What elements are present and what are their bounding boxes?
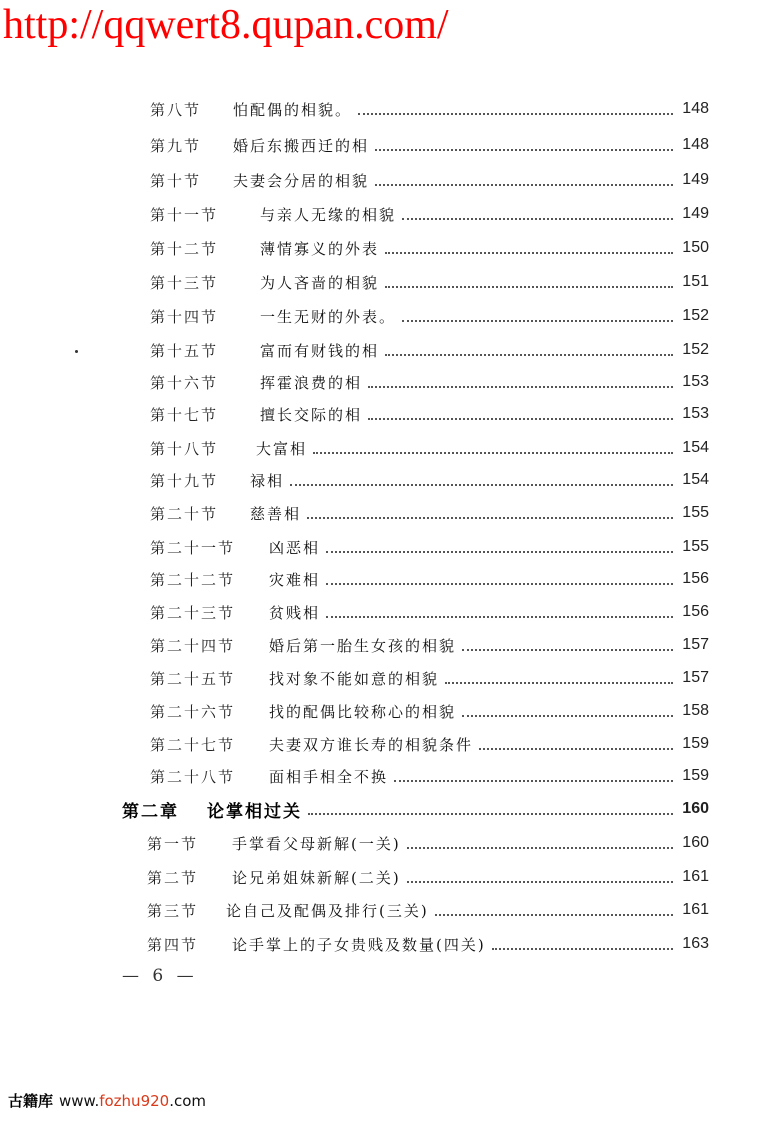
dot-leader	[462, 647, 673, 651]
dot-leader	[402, 318, 673, 322]
toc-title: 凶恶相	[269, 538, 321, 557]
toc-title: 夫妻会分居的相貌	[233, 171, 370, 190]
toc-chapter-title: 论掌相过关	[207, 801, 302, 822]
dot-leader	[492, 946, 673, 950]
dot-leader	[462, 713, 673, 717]
toc-section-number: 第二节	[147, 868, 199, 887]
toc-title: 婚后东搬西迁的相	[233, 136, 370, 155]
dot-leader	[385, 284, 673, 288]
toc-title: 富而有财钱的相	[260, 341, 380, 360]
toc-row[interactable]	[150, 400, 709, 428]
toc-page-number: 156	[682, 603, 709, 620]
dot-leader	[479, 746, 673, 750]
toc-row[interactable]	[150, 131, 709, 159]
toc-row[interactable]	[150, 368, 709, 396]
dot-leader	[435, 912, 673, 916]
toc-section-number: 第十节	[150, 171, 202, 190]
toc-row[interactable]	[150, 166, 709, 194]
toc-chapter-row[interactable]	[122, 795, 709, 823]
toc-page-number: 149	[682, 205, 709, 222]
toc-page-number: 158	[682, 702, 709, 719]
toc-title: 论自己及配偶及排行(三关)	[226, 901, 429, 920]
dot-leader	[313, 450, 673, 454]
dot-leader	[445, 680, 673, 684]
toc-page-number: 160	[682, 800, 709, 817]
toc-section-number: 第十六节	[150, 373, 219, 392]
toc-section-number: 第十四节	[150, 307, 219, 326]
toc-row[interactable]	[150, 762, 709, 790]
dot-leader	[308, 811, 673, 815]
toc-page-number: 152	[682, 307, 709, 324]
toc-row[interactable]	[147, 896, 709, 924]
toc-page-number: 157	[682, 636, 709, 653]
toc-title: 为人吝啬的相貌	[260, 273, 380, 292]
toc-section-number: 第二十节	[150, 504, 219, 523]
toc-page-number: 148	[682, 100, 709, 117]
toc-section-number: 第九节	[150, 136, 202, 155]
toc-title: 与亲人无缘的相貌	[260, 205, 397, 224]
toc-chapter-number: 第二章	[122, 801, 179, 822]
toc-row[interactable]	[150, 697, 709, 725]
toc-section-number: 第十一节	[150, 205, 219, 224]
dot-leader	[368, 416, 673, 420]
toc-page-number: 157	[682, 669, 709, 686]
toc-page-number: 163	[682, 935, 709, 952]
toc-section-number: 第三节	[147, 901, 199, 920]
footer-url-suffix: .com	[169, 1092, 207, 1110]
toc-title: 大富相	[256, 439, 308, 458]
toc-row[interactable]	[150, 664, 709, 692]
toc-page-number: 148	[682, 136, 709, 153]
dot-leader	[402, 216, 673, 220]
site-footer[interactable]	[8, 1090, 206, 1111]
toc-row[interactable]	[150, 631, 709, 659]
dot-leader	[394, 778, 673, 782]
toc-row[interactable]	[150, 234, 709, 262]
dot-leader	[407, 845, 673, 849]
toc-section-number: 第二十二节	[150, 570, 236, 589]
dot-leader	[358, 111, 673, 115]
dot-leader	[385, 352, 673, 356]
toc-row[interactable]	[150, 466, 709, 494]
toc-title: 找的配偶比较称心的相貌	[269, 702, 457, 721]
toc-section-number: 第十九节	[150, 471, 219, 490]
watermark-url[interactable]: http://qqwert8.qupan.com/	[3, 2, 449, 48]
toc-title: 婚后第一胎生女孩的相貌	[269, 636, 457, 655]
toc-row[interactable]	[150, 268, 709, 296]
toc-title: 擅长交际的相	[260, 405, 363, 424]
toc-row[interactable]	[150, 302, 709, 330]
toc-page-number: 161	[682, 868, 709, 885]
toc-title: 薄情寡义的外表	[260, 239, 380, 258]
toc-row[interactable]	[150, 336, 709, 364]
toc-page-number: 159	[682, 735, 709, 752]
toc-section-number: 第一节	[147, 834, 199, 853]
toc-title: 论手掌上的子女贵贱及数量(四关)	[232, 935, 486, 954]
toc-row[interactable]	[150, 533, 709, 561]
toc-section-number: 第十七节	[150, 405, 219, 424]
toc-title: 贫贱相	[269, 603, 321, 622]
toc-title: 夫妻双方谁长寿的相貌条件	[269, 735, 474, 754]
dot-leader	[375, 147, 673, 151]
toc-section-number: 第二十五节	[150, 669, 236, 688]
toc-row[interactable]	[150, 730, 709, 758]
toc-row[interactable]	[147, 930, 709, 958]
toc-section-number: 第二十七节	[150, 735, 236, 754]
toc-row[interactable]	[150, 598, 709, 626]
toc-row[interactable]	[150, 434, 709, 462]
toc-row[interactable]	[147, 863, 709, 891]
toc-row[interactable]	[147, 829, 709, 857]
toc-page-number: 156	[682, 570, 709, 587]
scan-speck	[75, 350, 78, 353]
toc-row[interactable]	[150, 95, 709, 123]
toc-section-number: 第二十三节	[150, 603, 236, 622]
toc-title: 一生无财的外表。	[260, 307, 397, 326]
toc-title: 面相手相全不换	[269, 767, 389, 786]
toc-page-number: 154	[682, 439, 709, 456]
toc-section-number: 第二十一节	[150, 538, 236, 557]
toc-title: 手掌看父母新解(一关)	[232, 834, 401, 853]
toc-title: 慈善相	[250, 504, 302, 523]
dot-leader	[407, 879, 673, 883]
dot-leader	[326, 581, 673, 585]
footer-url-prefix: www.	[59, 1092, 100, 1110]
toc-page-number: 160	[682, 834, 709, 851]
toc-section-number: 第十三节	[150, 273, 219, 292]
dot-leader	[368, 384, 673, 388]
dot-leader	[385, 250, 673, 254]
toc-section-number: 第二十六节	[150, 702, 236, 721]
toc-section-number: 第二十四节	[150, 636, 236, 655]
footer-url-domain: fozhu920	[99, 1092, 170, 1110]
dot-leader	[290, 482, 673, 486]
toc-title: 挥霍浪费的相	[260, 373, 363, 392]
toc-row[interactable]	[150, 565, 709, 593]
dot-leader	[326, 614, 673, 618]
toc-page-number: 152	[682, 341, 709, 358]
toc-section-number: 第十二节	[150, 239, 219, 258]
dot-leader	[326, 549, 673, 553]
dot-leader	[375, 182, 673, 186]
toc-section-number: 第八节	[150, 100, 202, 119]
toc-title: 怕配偶的相貌。	[233, 100, 353, 119]
page-number: — 6 —	[122, 966, 198, 986]
toc-row[interactable]	[150, 200, 709, 228]
toc-page-number: 155	[682, 504, 709, 521]
toc-page-number: 151	[682, 273, 709, 290]
toc-row[interactable]	[150, 499, 709, 527]
toc-page-number: 149	[682, 171, 709, 188]
toc-title: 灾难相	[269, 570, 321, 589]
toc-section-number: 第十八节	[150, 439, 219, 458]
toc-page-number: 159	[682, 767, 709, 784]
toc-title: 找对象不能如意的相貌	[269, 669, 440, 688]
toc-page-number: 150	[682, 239, 709, 256]
dot-leader	[307, 515, 673, 519]
toc-page-number: 153	[682, 405, 709, 422]
toc-page-number: 154	[682, 471, 709, 488]
toc-title: 论兄弟姐妹新解(二关)	[232, 868, 401, 887]
toc-page-number: 161	[682, 901, 709, 918]
toc-page-number: 155	[682, 538, 709, 555]
toc-page-number: 153	[682, 373, 709, 390]
footer-brand: 古籍库	[8, 1092, 54, 1110]
toc-title: 禄相	[250, 471, 285, 490]
toc-section-number: 第十五节	[150, 341, 219, 360]
toc-section-number: 第二十八节	[150, 767, 236, 786]
toc-section-number: 第四节	[147, 935, 199, 954]
